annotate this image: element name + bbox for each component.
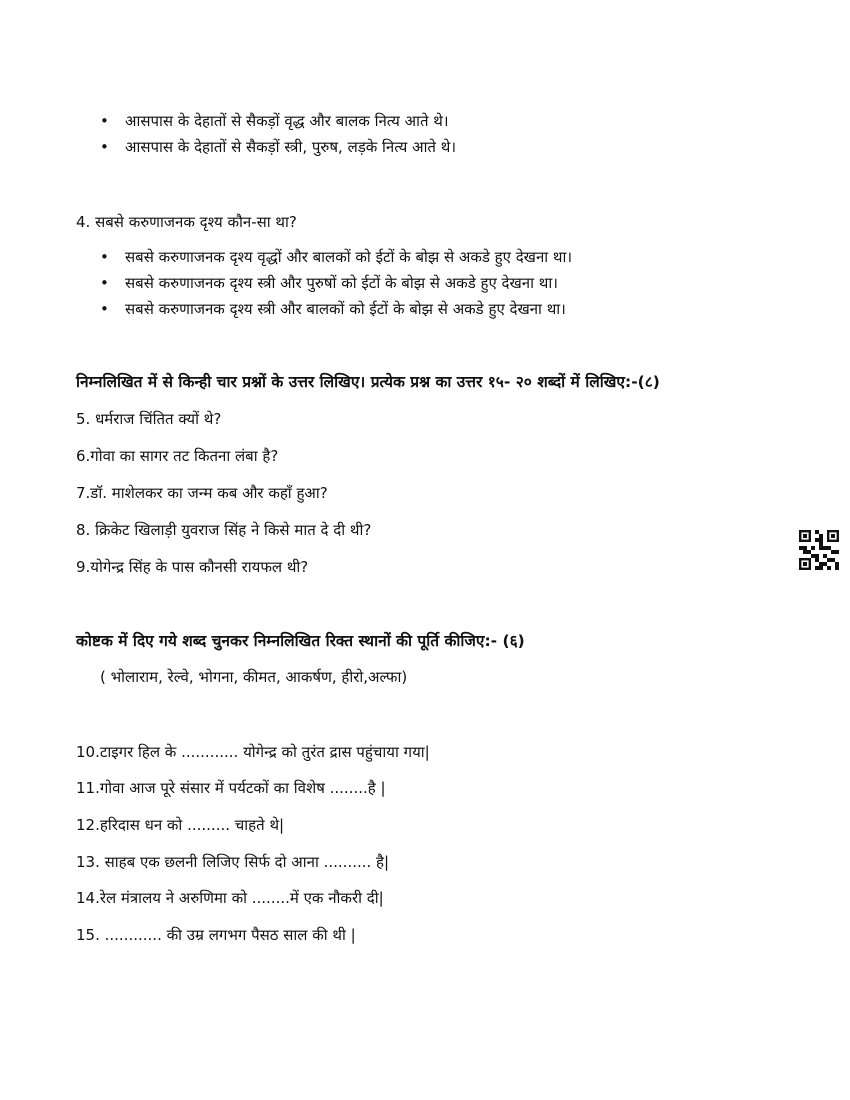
q4-option-list (100, 244, 572, 322)
fill-blanks-heading: कोष्टक में दिए गये शब्द चुनकर निम्नलिखित रिक्त स्थानों की पूर्ति कीजिए:- (६) (76, 632, 525, 650)
q4-question: 4. सबसे करुणाजनक दृश्य कौन-सा था? (76, 213, 297, 231)
fill-question: 15. ............ की उम्र लगभग पैसठ साल की थी | (76, 926, 356, 944)
word-bank: ( भोलाराम, रेल्वे, भोगना, कीमत, आकर्षण, हीरो,अल्फा) (100, 668, 408, 686)
q3-option-list (100, 108, 456, 160)
short-question: 6.गोवा का सागर तट कितना लंबा है? (76, 447, 279, 465)
short-question: 7.डॉ. माशेलकर का जन्म कब और कहाँ हुआ? (76, 484, 328, 502)
short-answer-heading: निम्नलिखित में से किन्ही चार प्रश्नों के उत्तर लिखिए। प्रत्येक प्रश्न का उत्तर १५- २० शब्दों में लिखिए:-(८) (76, 373, 660, 391)
fill-question: 10.टाइगर हिल के ............ योगेन्द्र को तुरंत द्रास पहुंचाया गया| (76, 743, 430, 761)
short-question: 5. धर्मराज चिंतित क्यों थे? (76, 410, 222, 428)
q3-option: • आसपास के देहातों से सैकड़ों वृद्ध और बालक नित्य आते थे। (100, 108, 456, 134)
short-question: 9.योगेन्द्र सिंह के पास कौनसी रायफल थी? (76, 558, 309, 576)
q4-option: • सबसे करुणाजनक दृश्य स्त्री और पुरुषों को ईटों के बोझ से अकडे हुए देखना था। (100, 270, 572, 296)
fill-question: 12.हरिदास धन को ......... चाहते थे| (76, 816, 285, 834)
q4-option: • सबसे करुणाजनक दृश्य वृद्धों और बालकों को ईटों के बोझ से अकडे हुए देखना था। (100, 244, 572, 270)
q4-option: • सबसे करुणाजनक दृश्य स्त्री और बालकों को ईटों के बोझ से अकडे हुए देखना था। (100, 296, 572, 322)
fill-question: 13. साहब एक छलनी लिजिए सिर्फ दो आना .......... है| (76, 853, 390, 871)
fill-question: 14.रेल मंत्रालय ने अरुणिमा को ........में एक नौकरी दी| (76, 889, 384, 907)
q3-option: • आसपास के देहातों से सैकड़ों स्त्री, पुरुष, लड़के नित्य आते थे। (100, 134, 456, 160)
fill-question: 11.गोवा आज पूरे संसार में पर्यटकों का विशेष ........है | (76, 779, 386, 797)
short-question: 8. क्रिकेट खिलाड़ी युवराज सिंह ने किसे मात दे दी थी? (76, 521, 372, 539)
qr-code-icon (799, 530, 839, 570)
